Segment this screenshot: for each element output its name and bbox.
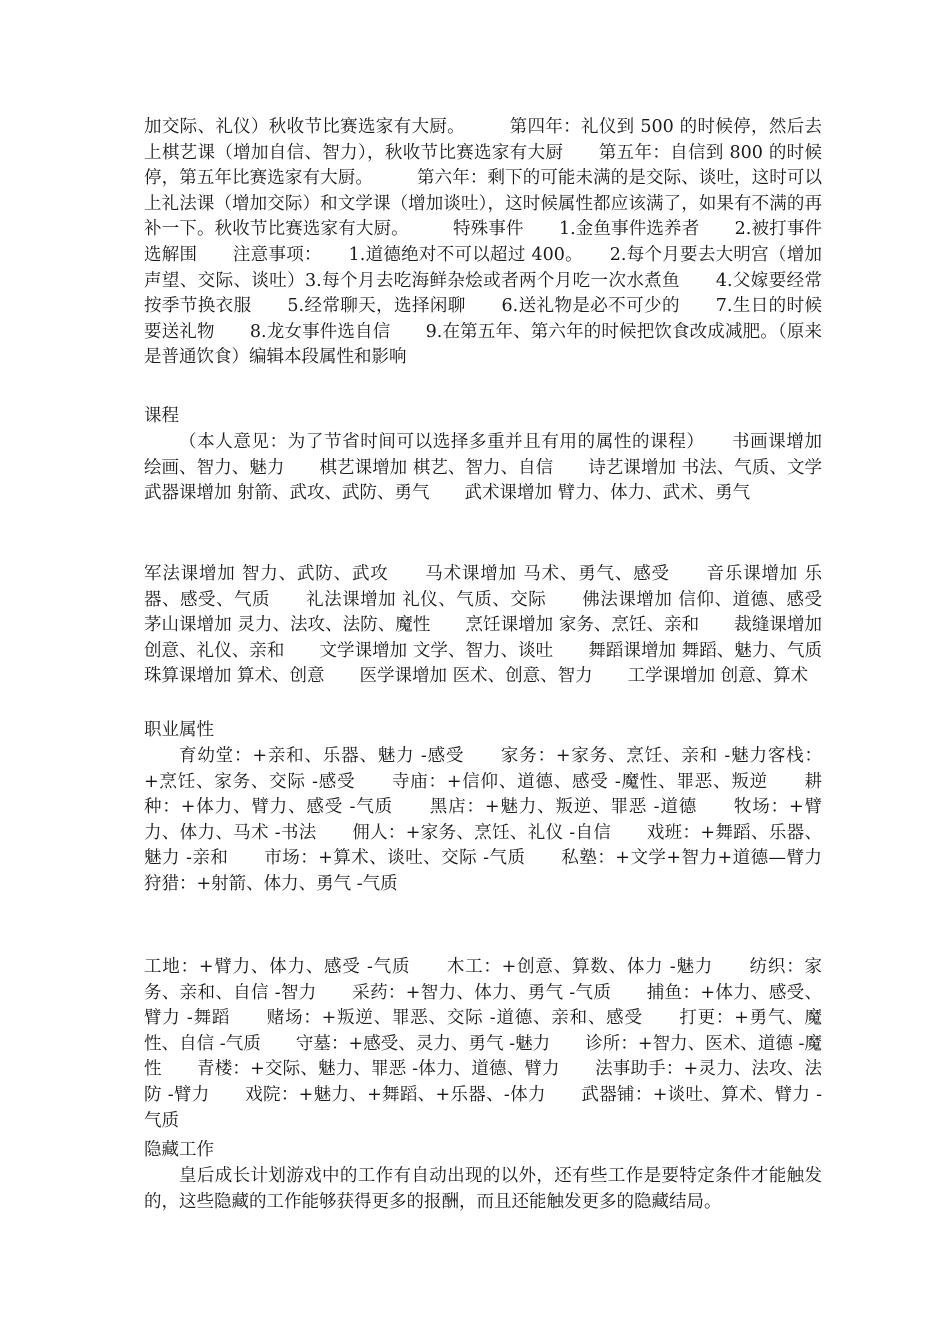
paragraph-courses-2: 军法课增加 智力、武防、武攻 马术课增加 马术、勇气、感受 音乐课增加 乐器、感受、气质 礼法课增加 礼仪、气质、交际 佛法课增加 信仰、道德、感受 茅山课增加 灵力、法攻、法防、魔性 烹饪课增加 家务、烹饪、亲和 裁缝课增加 创意、礼仪、亲和 文学课增加 文学、智力、谈吐 舞蹈课增加 舞蹈、魅力、气质 珠算课增加 算术、创意 医学课增加 医术、创意、智力 工学课增加 创意、算术 <box>144 564 857 687</box>
heading-courses: 课程 <box>144 406 179 426</box>
heading-job-attributes: 职业属性 <box>144 720 214 740</box>
heading-hidden-jobs: 隐藏工作 <box>144 1140 214 1160</box>
paragraph-hidden-jobs: 皇后成长计划游戏中的工作有自动出现的以外，还有些工作是要特定条件才能触发的，这些隐藏的工作能够获得更多的报酬，而且还能触发更多的隐藏结局。 <box>144 1166 822 1212</box>
paragraph-jobs-2: 工地：+臂力、体力、感受 -气质 木工：+创意、算数、体力 -魅力 纺织：家务、亲和、自信 -智力 采药：+智力、体力、勇气 -气质 捕鱼：+体力、感受、臂力 -舞蹈 赌场：+叛逆、罪恶、交际 -道德、亲和、感受 打更：+勇气、魔性、自信 -气质 守墓：+感受、灵力、勇气 -魅力 诊所：+智力、医术、道德 -魔性 青楼：+交际、魅力、罪恶 -体力、道德、臂力 法事助手：+灵力、法攻、法防 -臂力 戏院：+魅力、+舞蹈、+乐器、-体力 武器铺：+谈吐、算术、臂力 -气质 <box>144 957 822 1131</box>
paragraph-jobs-1: 育幼堂：+亲和、乐器、魅力 -感受 家务：+家务、烹饪、亲和 -魅力客栈：+烹饪、家务、交际 -感受 寺庙：+信仰、道德、感受 -魔性、罪恶、叛逆 耕种：+体力、臂力、感受 -气质 黑店：+魅力、叛逆、罪恶 -道德 牧场：+臂力、体力、马术 -书法 佣人：+家务、烹饪、礼仪 -自信 戏班：+舞蹈、乐器、魅力 -亲和 市场：+算术、谈吐、交际 -气质 私塾：+文学+智力+道德—臂力 狩猎：+射箭、体力、勇气 -气质 <box>144 746 857 894</box>
paragraph-guide-years: 加交际、礼仪）秋收节比赛选家有大厨。 第四年：礼仪到 500 的时候停，然后去上棋艺课（增加自信、智力），秋收节比赛选家有大厨 第五年：自信到 800 的时候停，第五年比赛选家有大厨。 第六年：剩下的可能未满的是交际、谈吐，这时可以上礼法课（增加交际）和文学课（增加谈吐），这时候属性都应该满了，如果有不满的再补一下。秋收节比赛选家有大厨。 特殊事件 1.金鱼事件选养者 2.被打事件选解围 注意事项： 1.道德绝对不可以超过 400。 2.每个月要去大明宫（增加声望、交际、谈吐）3.每个月去吃海鲜杂烩或者两个月吃一次水煮鱼 4.父嫁要经常按季节换衣服 5.经常聊天，选择闲聊 6.送礼物是必不可少的 7.生日的时候要送礼物 8.龙女事件选自信 9.在第五年、第六年的时候把饮食改成减肥。（原来是普通饮食）编辑本段属性和影响 <box>144 117 822 368</box>
paragraph-courses-1: （本人意见：为了节省时间可以选择多重并且有用的属性的课程） 书画课增加 绘画、智力、魅力 棋艺课增加 棋艺、智力、自信 诗艺课增加 书法、气质、文学 武器课增加 射箭、武攻、武防、勇气 武术课增加 臂力、体力、武术、勇气 <box>144 432 857 504</box>
